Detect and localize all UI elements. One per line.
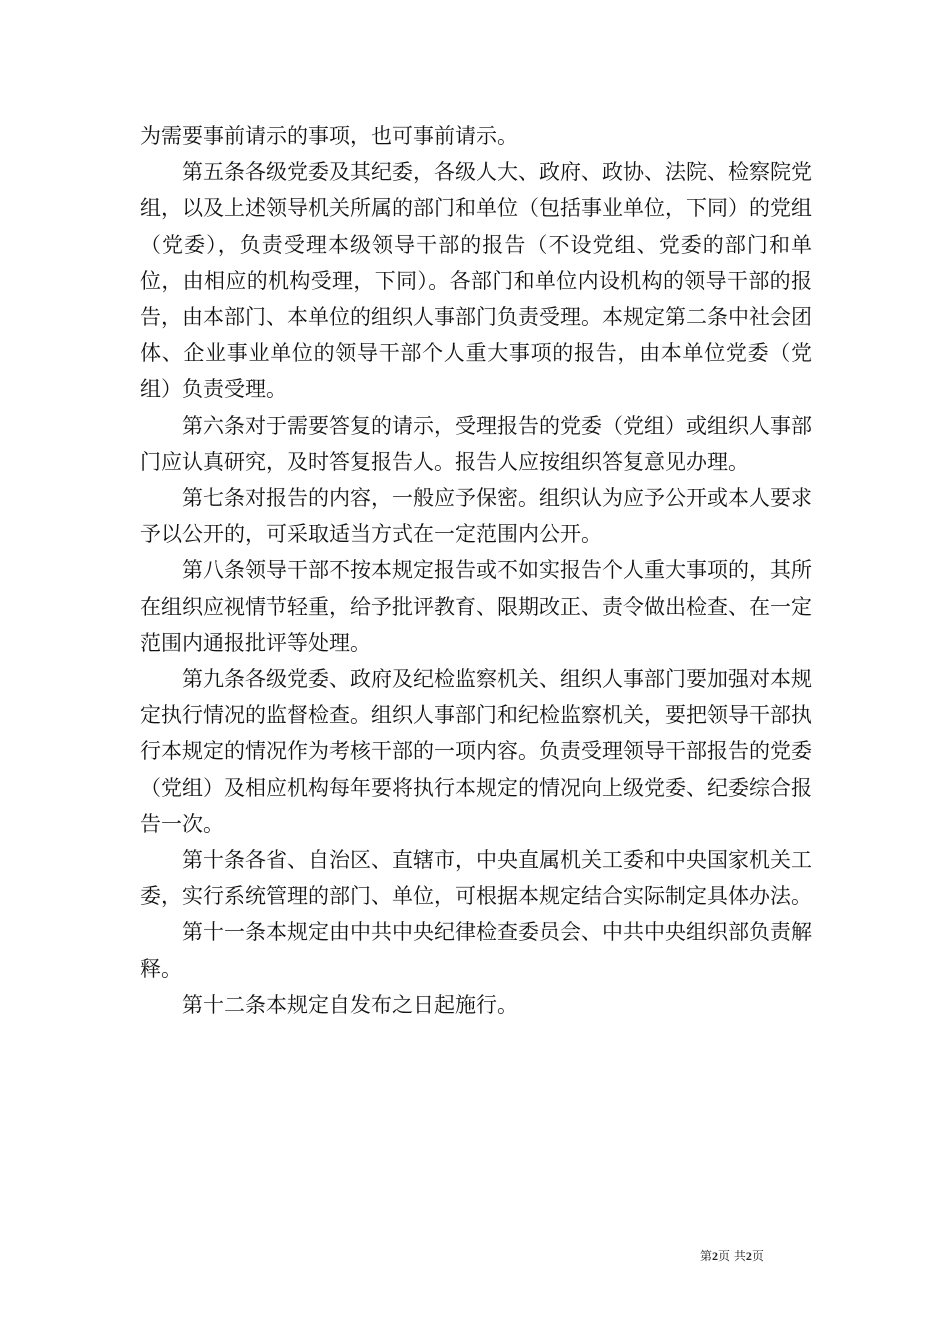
paragraph-article-9: 第九条各级党委、政府及纪检监察机关、组织人事部门要加强对本规定执行情况的监督检查。组织人事部门和纪检监察机关，要把领导干部执行本规定的情况作为考核干部的一项内容。负责受理领导干部报告的党委（党组）及相应机构每年要将执行本规定的情况向上级党委、纪委综合报告一次。 (140, 667, 812, 836)
paragraph-continuation: 为需要事前请示的事项，也可事前请示。 (140, 124, 518, 148)
page-number-footer (700, 1248, 764, 1264)
footer-suffix: 页 (751, 1249, 764, 1263)
paragraph-article-8: 第八条领导干部不按本规定报告或不如实报告个人重大事项的，其所在组织应视情节轻重，给予批评教育、限期改正、责令做出检查、在一定范围内通报批评等处理。 (140, 558, 812, 655)
paragraph-article-7: 第七条对报告的内容，一般应予保密。组织认为应予公开或本人要求予以公开的，可采取适当方式在一定范围内公开。 (140, 486, 812, 547)
document-body (140, 118, 812, 1023)
footer-middle: 页 共 (718, 1249, 746, 1263)
footer-current-page: 2 (712, 1249, 719, 1263)
paragraph-article-11: 第十一条本规定由中共中央纪律检查委员会、中共中央组织部负责解释。 (140, 920, 812, 981)
footer-prefix: 第 (700, 1249, 713, 1263)
paragraph-article-12: 第十二条本规定自发布之日起施行。 (182, 992, 518, 1017)
paragraph-article-5: 第五条各级党委及其纪委，各级人大、政府、政协、法院、检察院党组，以及上述领导机关所属的部门和单位（包括事业单位，下同）的党组（党委），负责受理本级领导干部的报告（不设党组、党委的部门和单位，由相应的机构受理，下同）。各部门和单位内设机构的领导干部的报告，由本部门、本单位的组织人事部门负责受理。本规定第二条中社会团体、企业事业单位的领导干部个人重大事项的报告，由本单位党委（党组）负责受理。 (140, 160, 812, 402)
paragraph-article-6: 第六条对于需要答复的请示，受理报告的党委（党组）或组织人事部门应认真研究，及时答复报告人。报告人应按组织答复意见办理。 (140, 413, 812, 474)
footer-total-pages: 2 (745, 1249, 752, 1263)
paragraph-article-10: 第十条各省、自治区、直辖市，中央直属机关工委和中央国家机关工委，实行系统管理的部门、单位，可根据本规定结合实际制定具体办法。 (140, 848, 812, 909)
